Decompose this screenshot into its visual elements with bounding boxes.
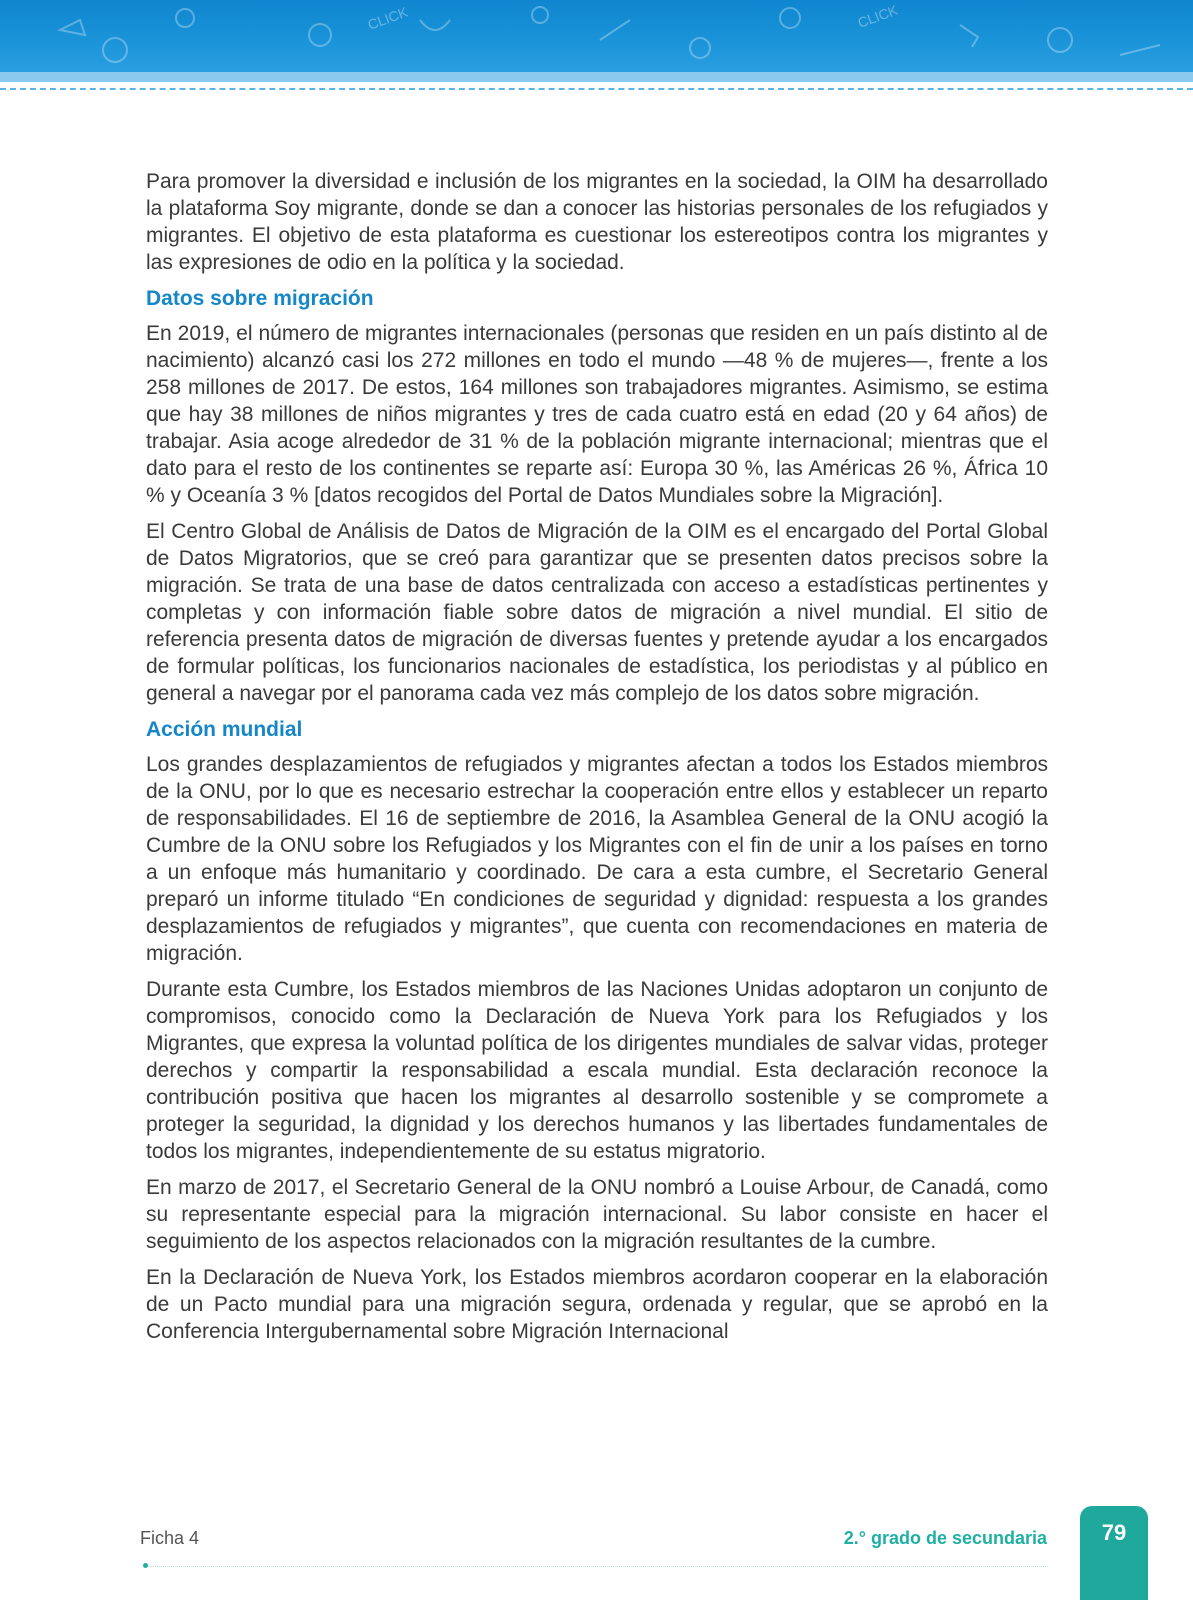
- paragraph-datos-2: El Centro Global de Análisis de Datos de Migración de la OIM es el encargado del Portal Global de Datos Migratorios, que se creó para garantizar que se presenten datos precisos sobre la migración. Se trata de una base de datos centralizada con acceso a estadísticas pertinentes y completas y con información fiable sobre datos de migración a nivel mundial. El sitio de referencia presenta datos de migración de diversas fuentes y pretende ayudar a los encargados de formular políticas, los funcionarios nacionales de estadística, los periodistas y al público en general a navegar por el panorama cada vez más complejo de los datos sobre migración.: [146, 520, 1048, 705]
- doodle-click-1: CLICK: [365, 3, 410, 33]
- footer-grade-label: 2.° grado de secundaria: [843, 1528, 1047, 1548]
- paragraph-accion-4: En la Declaración de Nueva York, los Estados miembros acordaron cooperar en la elaboración de un Pacto mundial para una migración segura, ordenada y regular, que se aprobó en la Conferencia Intergubernamental sobre Migración Internacional: [146, 1266, 1048, 1343]
- header-dashed-divider: [0, 88, 1193, 90]
- paragraph-accion-1: Los grandes desplazamientos de refugiados y migrantes afectan a todos los Estados miembros de la ONU, por lo que es necesario estrechar la cooperación entre ellos y establecer un reparto de responsabilidades. El 16 de septiembre de 2016, la Asamblea General de la ONU acogió la Cumbre de la ONU sobre los Refugiados y los Migrantes con el fin de unir a los países en torno a un enfoque más humanitario y coordinado. De cara a esta cumbre, el Secretario General preparó un informe titulado “En condiciones de seguridad y dignidad: respuesta a los grandes desplazamientos de refugiados y migrantes”, que cuenta con recomendaciones en materia de migración.: [146, 753, 1048, 965]
- doodle-pattern: [0, 0, 1193, 72]
- header-banner: [0, 0, 1193, 72]
- footer-ficha-label: Ficha 4: [140, 1528, 200, 1548]
- page-number: 79: [1101, 1520, 1127, 1545]
- paragraph-datos-1: En 2019, el número de migrantes internacionales (personas que residen en un país distinto al de nacimiento) alcanzó casi los 272 millones en todo el mundo —48 % de mujeres—, frente a los 258 millones de 2017. De estos, 164 millones son trabajadores migrantes. Asimismo, se estima que hay 38 millones de niños migrantes y tres de cada cuatro está en edad (20 y 64 años) de trabajar. Asia acoge alrededor de 31 % de la población migrante internacional; mientras que el dato para el resto de los continentes se reparte así: Europa 30 %, las Américas 26 %, África 10 % y Oceanía 3 % [datos recogidos del Portal de Datos Mundiales sobre la Migración].: [146, 322, 1048, 507]
- footer-dotted-rule: [144, 1566, 1048, 1567]
- header-band: [0, 72, 1193, 82]
- page-content: [146, 168, 1048, 1354]
- section-heading-datos: Datos sobre migración: [146, 287, 374, 310]
- doodle-click-2: CLICK: [855, 1, 900, 31]
- page-number-tab: [1080, 1506, 1148, 1600]
- paragraph-accion-2: Durante esta Cumbre, los Estados miembros de las Naciones Unidas adoptaron un conjunto de compromisos, conocido como la Declaración de Nueva York para los Refugiados y los Migrantes, que expresa la voluntad política de los dirigentes mundiales de salvar vidas, proteger derechos y compartir la responsabilidad a escala mundial. Esta declaración reconoce la contribución positiva que hacen los migrantes al desarrollo sostenible y se compromete a proteger la seguridad, la dignidad y los derechos humanos y las libertades fundamentales de todos los migrantes, independientemente de su estatus migratorio.: [146, 978, 1048, 1163]
- paragraph-intro: Para promover la diversidad e inclusión de los migrantes en la sociedad, la OIM ha desarrollado la plataforma Soy migrante, donde se dan a conocer las historias personales de los refugiados y migrantes. El objetivo de esta plataforma es cuestionar los estereotipos contra los migrantes y las expresiones de odio en la política y la sociedad.: [146, 170, 1048, 274]
- footer-dot-icon: [143, 1563, 148, 1568]
- section-heading-accion: Acción mundial: [146, 718, 303, 741]
- paragraph-accion-3: En marzo de 2017, el Secretario General de la ONU nombró a Louise Arbour, de Canadá, como su representante especial para la migración internacional. Su labor consiste en hacer el seguimiento de los aspectos relacionados con la migración resultantes de la cumbre.: [146, 1176, 1048, 1253]
